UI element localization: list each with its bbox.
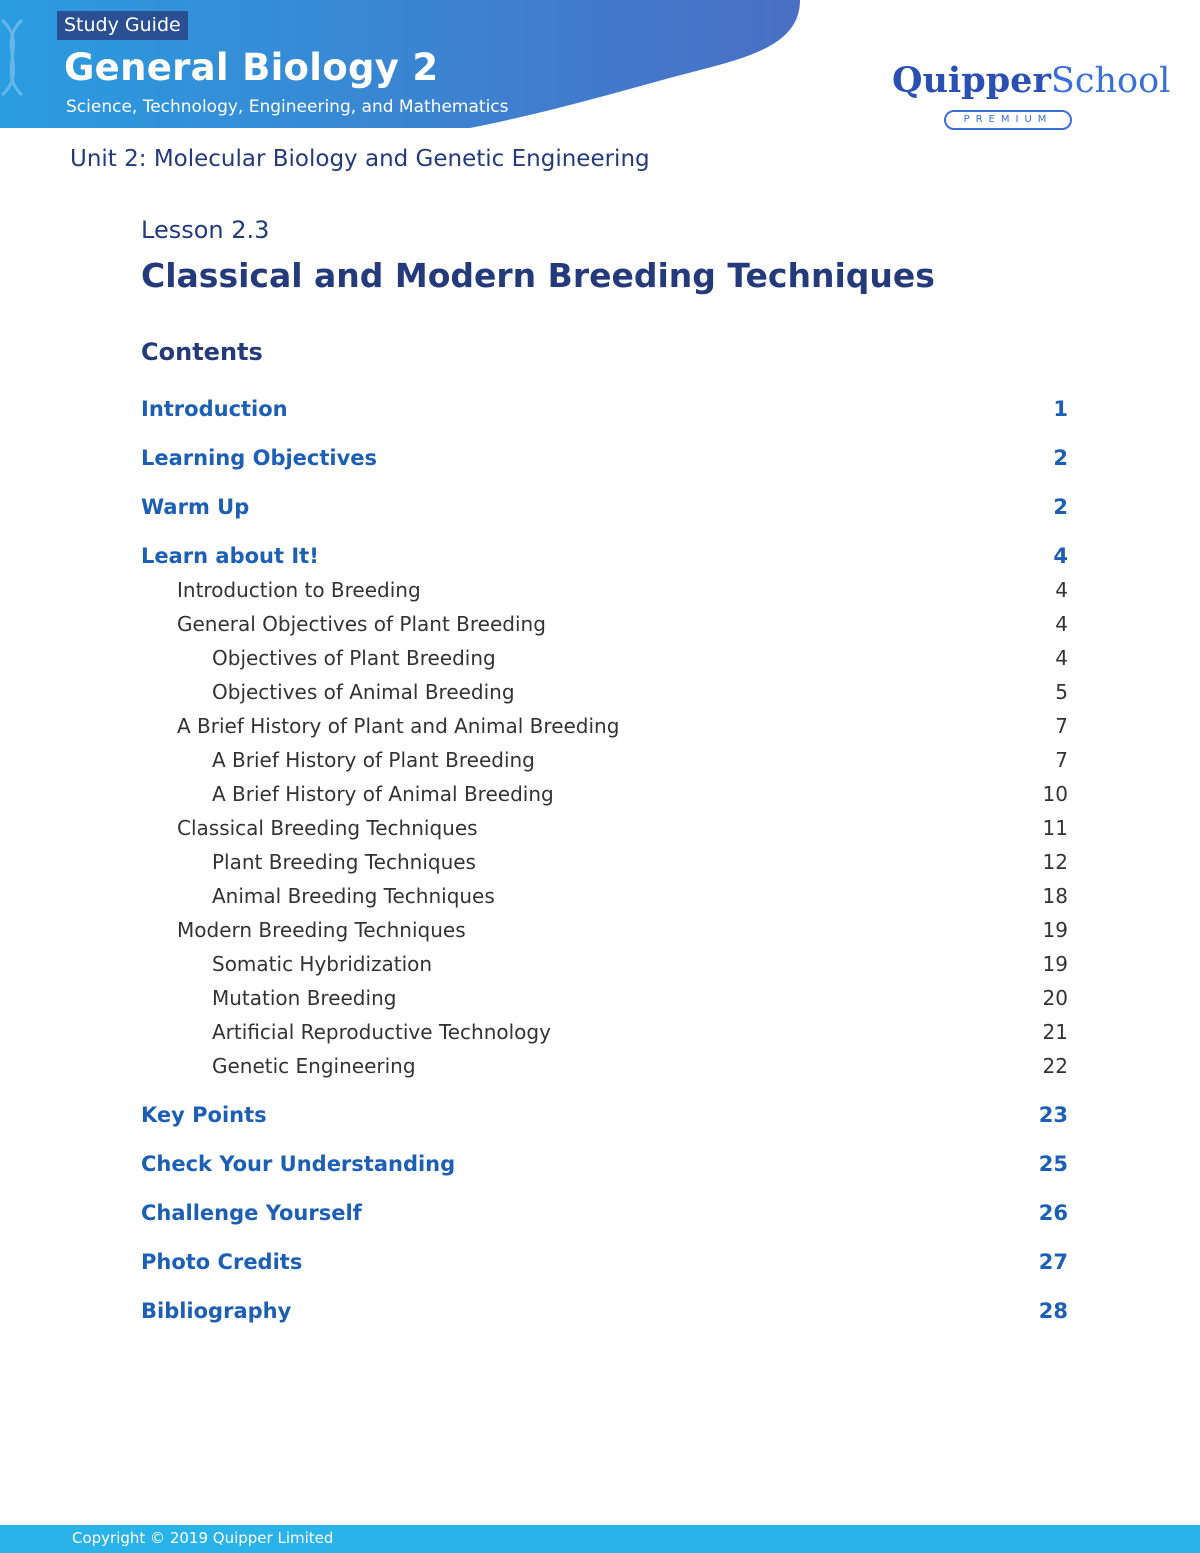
toc-entry[interactable] xyxy=(0,710,1200,742)
toc-entry[interactable] xyxy=(0,608,1200,640)
toc-entry-page: 19 xyxy=(1042,952,1068,976)
lesson-title: Classical and Modern Breeding Techniques xyxy=(141,256,935,295)
toc-entry-label[interactable]: Learn about It! xyxy=(141,544,319,568)
toc-entry-page: 2 xyxy=(1053,495,1068,519)
toc-entry-page: 18 xyxy=(1042,884,1068,908)
logo-premium-tag: PREMIUM xyxy=(944,110,1072,130)
toc-entry-page: 10 xyxy=(1042,782,1068,806)
logo-wordmark xyxy=(892,60,1170,102)
logo-school: School xyxy=(1050,61,1171,101)
toc-entry[interactable] xyxy=(0,574,1200,606)
toc-entry[interactable] xyxy=(0,812,1200,844)
toc-entry-page: 22 xyxy=(1042,1054,1068,1078)
toc-entry-page: 2 xyxy=(1053,446,1068,470)
toc-entry-page: 21 xyxy=(1042,1020,1068,1044)
toc-entry[interactable] xyxy=(0,1016,1200,1048)
toc-entry-label[interactable]: Check Your Understanding xyxy=(141,1152,456,1176)
lesson-number: Lesson 2.3 xyxy=(141,216,270,244)
toc-entry-label[interactable]: Learning Objectives xyxy=(141,446,378,470)
toc-entry[interactable] xyxy=(0,1050,1200,1082)
toc-entry-label[interactable]: Artificial Reproductive Technology xyxy=(212,1020,551,1044)
toc-entry-label[interactable]: Genetic Engineering xyxy=(212,1054,416,1078)
toc-entry[interactable] xyxy=(0,442,1200,474)
toc-entry-label[interactable]: General Objectives of Plant Breeding xyxy=(177,612,546,636)
header-banner xyxy=(0,0,810,130)
toc-entry-page: 27 xyxy=(1038,1250,1068,1274)
course-subtitle: Science, Technology, Engineering, and Mathematics xyxy=(66,97,509,117)
toc-entry-label[interactable]: Objectives of Plant Breeding xyxy=(212,646,496,670)
toc-entry-page: 19 xyxy=(1042,918,1068,942)
toc-entry-page: 11 xyxy=(1042,816,1068,840)
toc-entry[interactable] xyxy=(0,1295,1200,1327)
toc-entry[interactable] xyxy=(0,846,1200,878)
toc-entry-label[interactable]: Introduction xyxy=(141,397,288,421)
toc-entry-label[interactable]: Classical Breeding Techniques xyxy=(177,816,478,840)
toc-entry[interactable] xyxy=(0,1099,1200,1131)
toc-entry-page: 4 xyxy=(1053,544,1068,568)
toc-entry-page: 7 xyxy=(1055,748,1068,772)
toc-entry[interactable] xyxy=(0,491,1200,523)
toc-entry-label[interactable]: Warm Up xyxy=(141,495,250,519)
toc-entry[interactable] xyxy=(0,982,1200,1014)
toc-entry[interactable] xyxy=(0,778,1200,810)
study-guide-badge: Study Guide xyxy=(57,11,188,40)
toc-entry-page: 25 xyxy=(1038,1152,1068,1176)
toc-entry-page: 4 xyxy=(1055,646,1068,670)
logo-quipper: Quipper xyxy=(892,60,1051,101)
toc-entry-page: 12 xyxy=(1042,850,1068,874)
toc-entry[interactable] xyxy=(0,1148,1200,1180)
toc-entry[interactable] xyxy=(0,880,1200,912)
unit-title: Unit 2: Molecular Biology and Genetic Engineering xyxy=(70,146,650,172)
toc-entry[interactable] xyxy=(0,914,1200,946)
toc-entry[interactable] xyxy=(0,1246,1200,1278)
toc-entry-page: 4 xyxy=(1055,612,1068,636)
toc-entry-label[interactable]: Key Points xyxy=(141,1103,267,1127)
toc-entry[interactable] xyxy=(0,393,1200,425)
toc-entry-label[interactable]: Introduction to Breeding xyxy=(177,578,421,602)
toc-entry[interactable] xyxy=(0,948,1200,980)
copyright-text: Copyright © 2019 Quipper Limited xyxy=(72,1529,334,1547)
toc-entry-page: 7 xyxy=(1055,714,1068,738)
toc-entry-page: 1 xyxy=(1053,397,1068,421)
toc-entry-label[interactable]: Objectives of Animal Breeding xyxy=(212,680,515,704)
toc-entry-label[interactable]: Plant Breeding Techniques xyxy=(212,850,476,874)
toc-entry-label[interactable]: Animal Breeding Techniques xyxy=(212,884,495,908)
toc-entry-page: 28 xyxy=(1038,1299,1068,1323)
toc-entry-label[interactable]: Bibliography xyxy=(141,1299,292,1323)
quipper-school-logo xyxy=(892,60,1171,135)
toc-entry-page: 23 xyxy=(1038,1103,1068,1127)
toc-entry-page: 5 xyxy=(1055,680,1068,704)
toc-entry-label[interactable]: Modern Breeding Techniques xyxy=(177,918,466,942)
toc-entry-label[interactable]: Challenge Yourself xyxy=(141,1201,362,1225)
toc-entry[interactable] xyxy=(0,1197,1200,1229)
toc-entry-label[interactable]: A Brief History of Animal Breeding xyxy=(212,782,554,806)
toc-entry-label[interactable]: Photo Credits xyxy=(141,1250,303,1274)
toc-entry-label[interactable]: Mutation Breeding xyxy=(212,986,397,1010)
toc-entry-page: 26 xyxy=(1038,1201,1068,1225)
toc-entry-label[interactable]: A Brief History of Plant Breeding xyxy=(212,748,535,772)
toc-entry-label[interactable]: Somatic Hybridization xyxy=(212,952,433,976)
footer-bar xyxy=(0,1525,1200,1553)
course-title: General Biology 2 xyxy=(64,46,439,89)
contents-heading: Contents xyxy=(141,338,263,366)
toc-entry[interactable] xyxy=(0,642,1200,674)
toc-entry-page: 20 xyxy=(1042,986,1068,1010)
toc-entry[interactable] xyxy=(0,540,1200,572)
toc-entry[interactable] xyxy=(0,676,1200,708)
toc-entry[interactable] xyxy=(0,744,1200,776)
toc-entry-label[interactable]: A Brief History of Plant and Animal Breeding xyxy=(177,714,620,738)
toc-entry-page: 4 xyxy=(1055,578,1068,602)
